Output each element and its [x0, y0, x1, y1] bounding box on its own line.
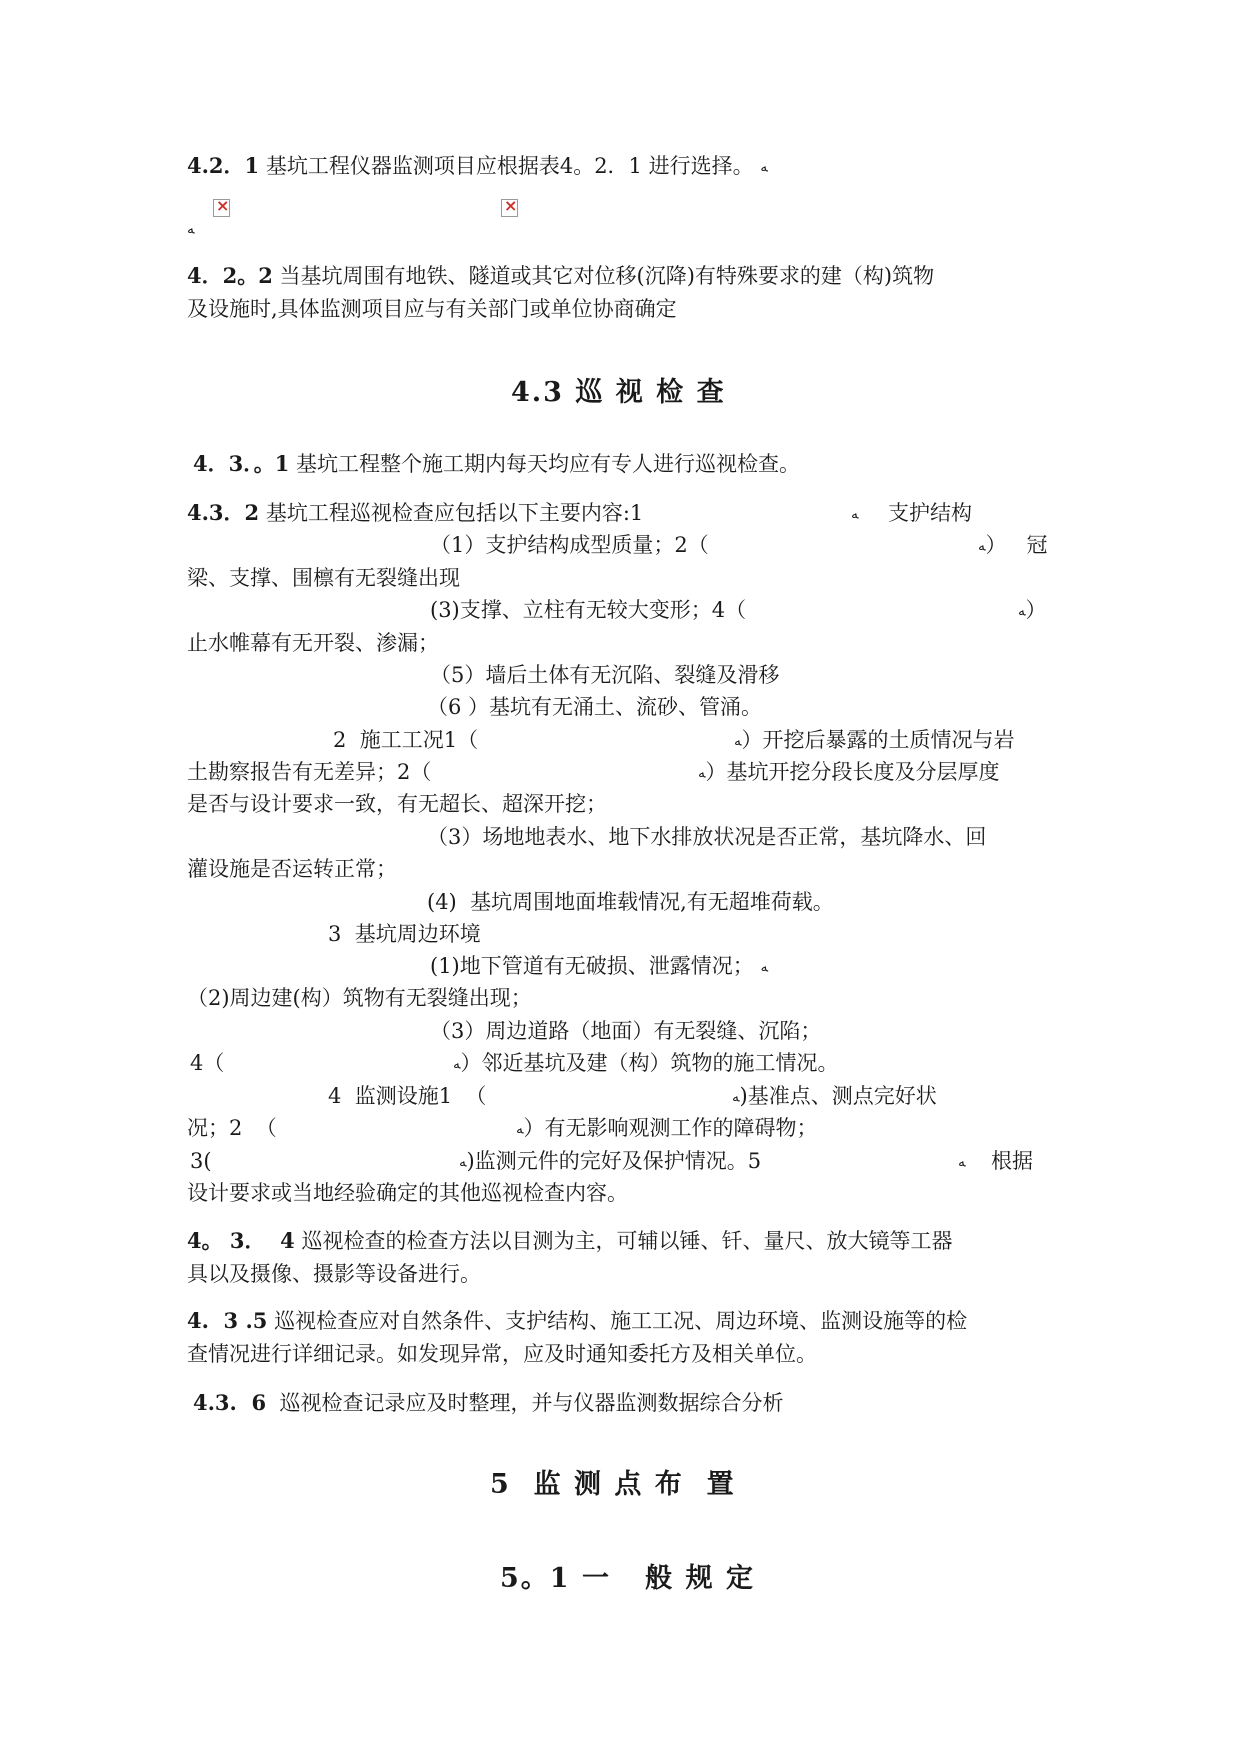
inspection-line: 根据	[991, 1149, 1033, 1173]
inspection-line: 灌设施是否运转正常；	[187, 857, 397, 881]
clause-number: 4.3．2	[187, 500, 260, 525]
inspection-line: 4 监测设施1 （	[328, 1084, 487, 1108]
inspection-line: 是否与设计要求一致，有无超长、超深开挖；	[187, 792, 607, 816]
clause-4-3-2	[187, 499, 643, 527]
section-heading-4-3: 4.3 巡 视 检 查	[511, 377, 726, 408]
clause-4-2-2	[187, 262, 934, 290]
inspection-line: (3)支撑、立柱有无较大变形；4（	[430, 598, 747, 622]
inspection-line: （6 ）基坑有无涌土、流砂、管涌。	[427, 695, 763, 719]
clause-4-3-5-cont: 查情况进行详细记录。如发现异常，应及时通知委托方及相关单位。	[187, 1342, 817, 1366]
inspection-line: 梁、支撑、围檩有无裂缝出现	[187, 566, 460, 590]
paragraph-mark: ﻪ	[978, 538, 986, 555]
broken-image-icon	[501, 199, 518, 217]
clause-text: 巡视检查记录应及时整理，并与仪器监测数据综合分析	[266, 1391, 784, 1415]
clause-text: 巡视检查的检查方法以目测为主，可辅以锤、钎、量尺、放大镜等工器	[294, 1229, 953, 1253]
inspection-line: )监测元件的完好及保护情况。5	[466, 1149, 762, 1173]
paragraph-mark: ﻪ	[453, 1056, 461, 1073]
clause-4-3-4-cont: 具以及摄像、摄影等设备进行。	[187, 1262, 481, 1286]
clause-text: 基坑工程整个施工期内每天均应有专人进行巡视检查。	[289, 452, 801, 476]
broken-image-icon	[213, 199, 230, 217]
inspection-line: （5）墙后土体有无沉陷、裂缝及滑移	[430, 663, 780, 687]
paragraph-mark: ﻪ	[459, 1154, 467, 1171]
clause-number: 4．3．。1	[193, 451, 290, 476]
clause-4-3-6	[193, 1389, 783, 1417]
paragraph-mark: ﻪ	[698, 765, 706, 782]
inspection-line: 3(	[190, 1149, 212, 1173]
inspection-line: )基准点、测点完好状	[739, 1084, 937, 1108]
inspection-line: 2 施工工况1（	[333, 728, 479, 752]
clause-number: 4.2．1	[187, 153, 260, 178]
inspection-line: ）邻近基坑及建（构）筑物的施工情况。	[460, 1051, 839, 1075]
paragraph-mark: ﻪ	[732, 1089, 740, 1106]
clause-text: 基坑工程仪器监测项目应根据表4。2．1 进行选择。	[259, 154, 754, 178]
inspection-line: 况；2 （	[187, 1116, 277, 1140]
support-structure-label: 支护结构	[888, 501, 972, 525]
clause-4-2-1	[187, 152, 768, 182]
section-heading-5-1: 5。1 一 般 规 定	[500, 1563, 755, 1594]
clause-number: 4. 3 .5	[187, 1308, 268, 1333]
inspection-line: （3）场地地表水、地下水排放状况是否正常，基坑降水、回	[427, 825, 987, 849]
inspection-line: （3）周边道路（地面）有无裂缝、沉陷；	[430, 1019, 822, 1043]
inspection-line: ）开挖后暴露的土质情况与岩	[741, 728, 1015, 752]
paragraph-mark: ﻪ	[760, 159, 768, 176]
inspection-line: (4) 基坑周围地面堆载情况,有无超堆荷载。	[427, 890, 834, 914]
inspection-line: （2)周边建(构）筑物有无裂缝出现；	[187, 986, 532, 1010]
inspection-line: 3 基坑周边环境	[328, 922, 481, 946]
inspection-line: 设计要求或当地经验确定的其他巡视检查内容。	[187, 1181, 628, 1205]
inspection-line: 土勘察报告有无差异；2（	[187, 760, 432, 784]
clause-text: 巡视检查应对自然条件、支护结构、施工工况、周边环境、监测设施等的检	[267, 1309, 968, 1333]
paragraph-mark: ﻪ	[760, 959, 768, 976]
clause-number: 4.3. 6	[193, 1390, 267, 1415]
paragraph-mark: ﻪ	[851, 506, 859, 523]
inspection-line: ）基坑开挖分段长度及分层厚度	[705, 760, 1000, 784]
paragraph-mark: ﻪ	[1018, 603, 1026, 620]
clause-4-3-1	[193, 450, 800, 478]
paragraph-mark: ﻪ	[187, 221, 195, 238]
clause-number: 4．2。2	[187, 263, 273, 288]
inspection-line: ）	[1025, 598, 1047, 622]
inspection-line: ） 冠	[985, 533, 1048, 557]
paragraph-mark-line	[187, 214, 195, 244]
inspection-line: 止水帷幕有无开裂、渗漏；	[187, 631, 439, 655]
clause-number: 4。 3． 4	[187, 1228, 295, 1253]
clause-text: 当基坑周围有地铁、隧道或其它对位移(沉降)有特殊要求的建（构)筑物	[272, 264, 935, 288]
paragraph-mark: ﻪ	[516, 1121, 524, 1138]
inspection-line: （1）支护结构成型质量；2（	[430, 533, 709, 557]
inspection-line: 4（	[190, 1051, 225, 1075]
chapter-heading-5: 5 监 测 点 布 置	[490, 1469, 736, 1500]
inspection-line: ）有无影响观测工作的障碍物；	[523, 1116, 818, 1140]
clause-4-3-5	[187, 1307, 967, 1335]
inspection-line: (1)地下管道有无破损、泄露情况；	[430, 954, 754, 978]
clause-4-2-2-cont: 及设施时,具体监测项目应与有关部门或单位协商确定	[187, 297, 677, 321]
clause-text: 基坑工程巡视检查应包括以下主要内容:1	[259, 501, 644, 525]
paragraph-mark: ﻪ	[734, 733, 742, 750]
paragraph-mark: ﻪ	[958, 1154, 966, 1171]
clause-4-3-4	[187, 1227, 952, 1255]
